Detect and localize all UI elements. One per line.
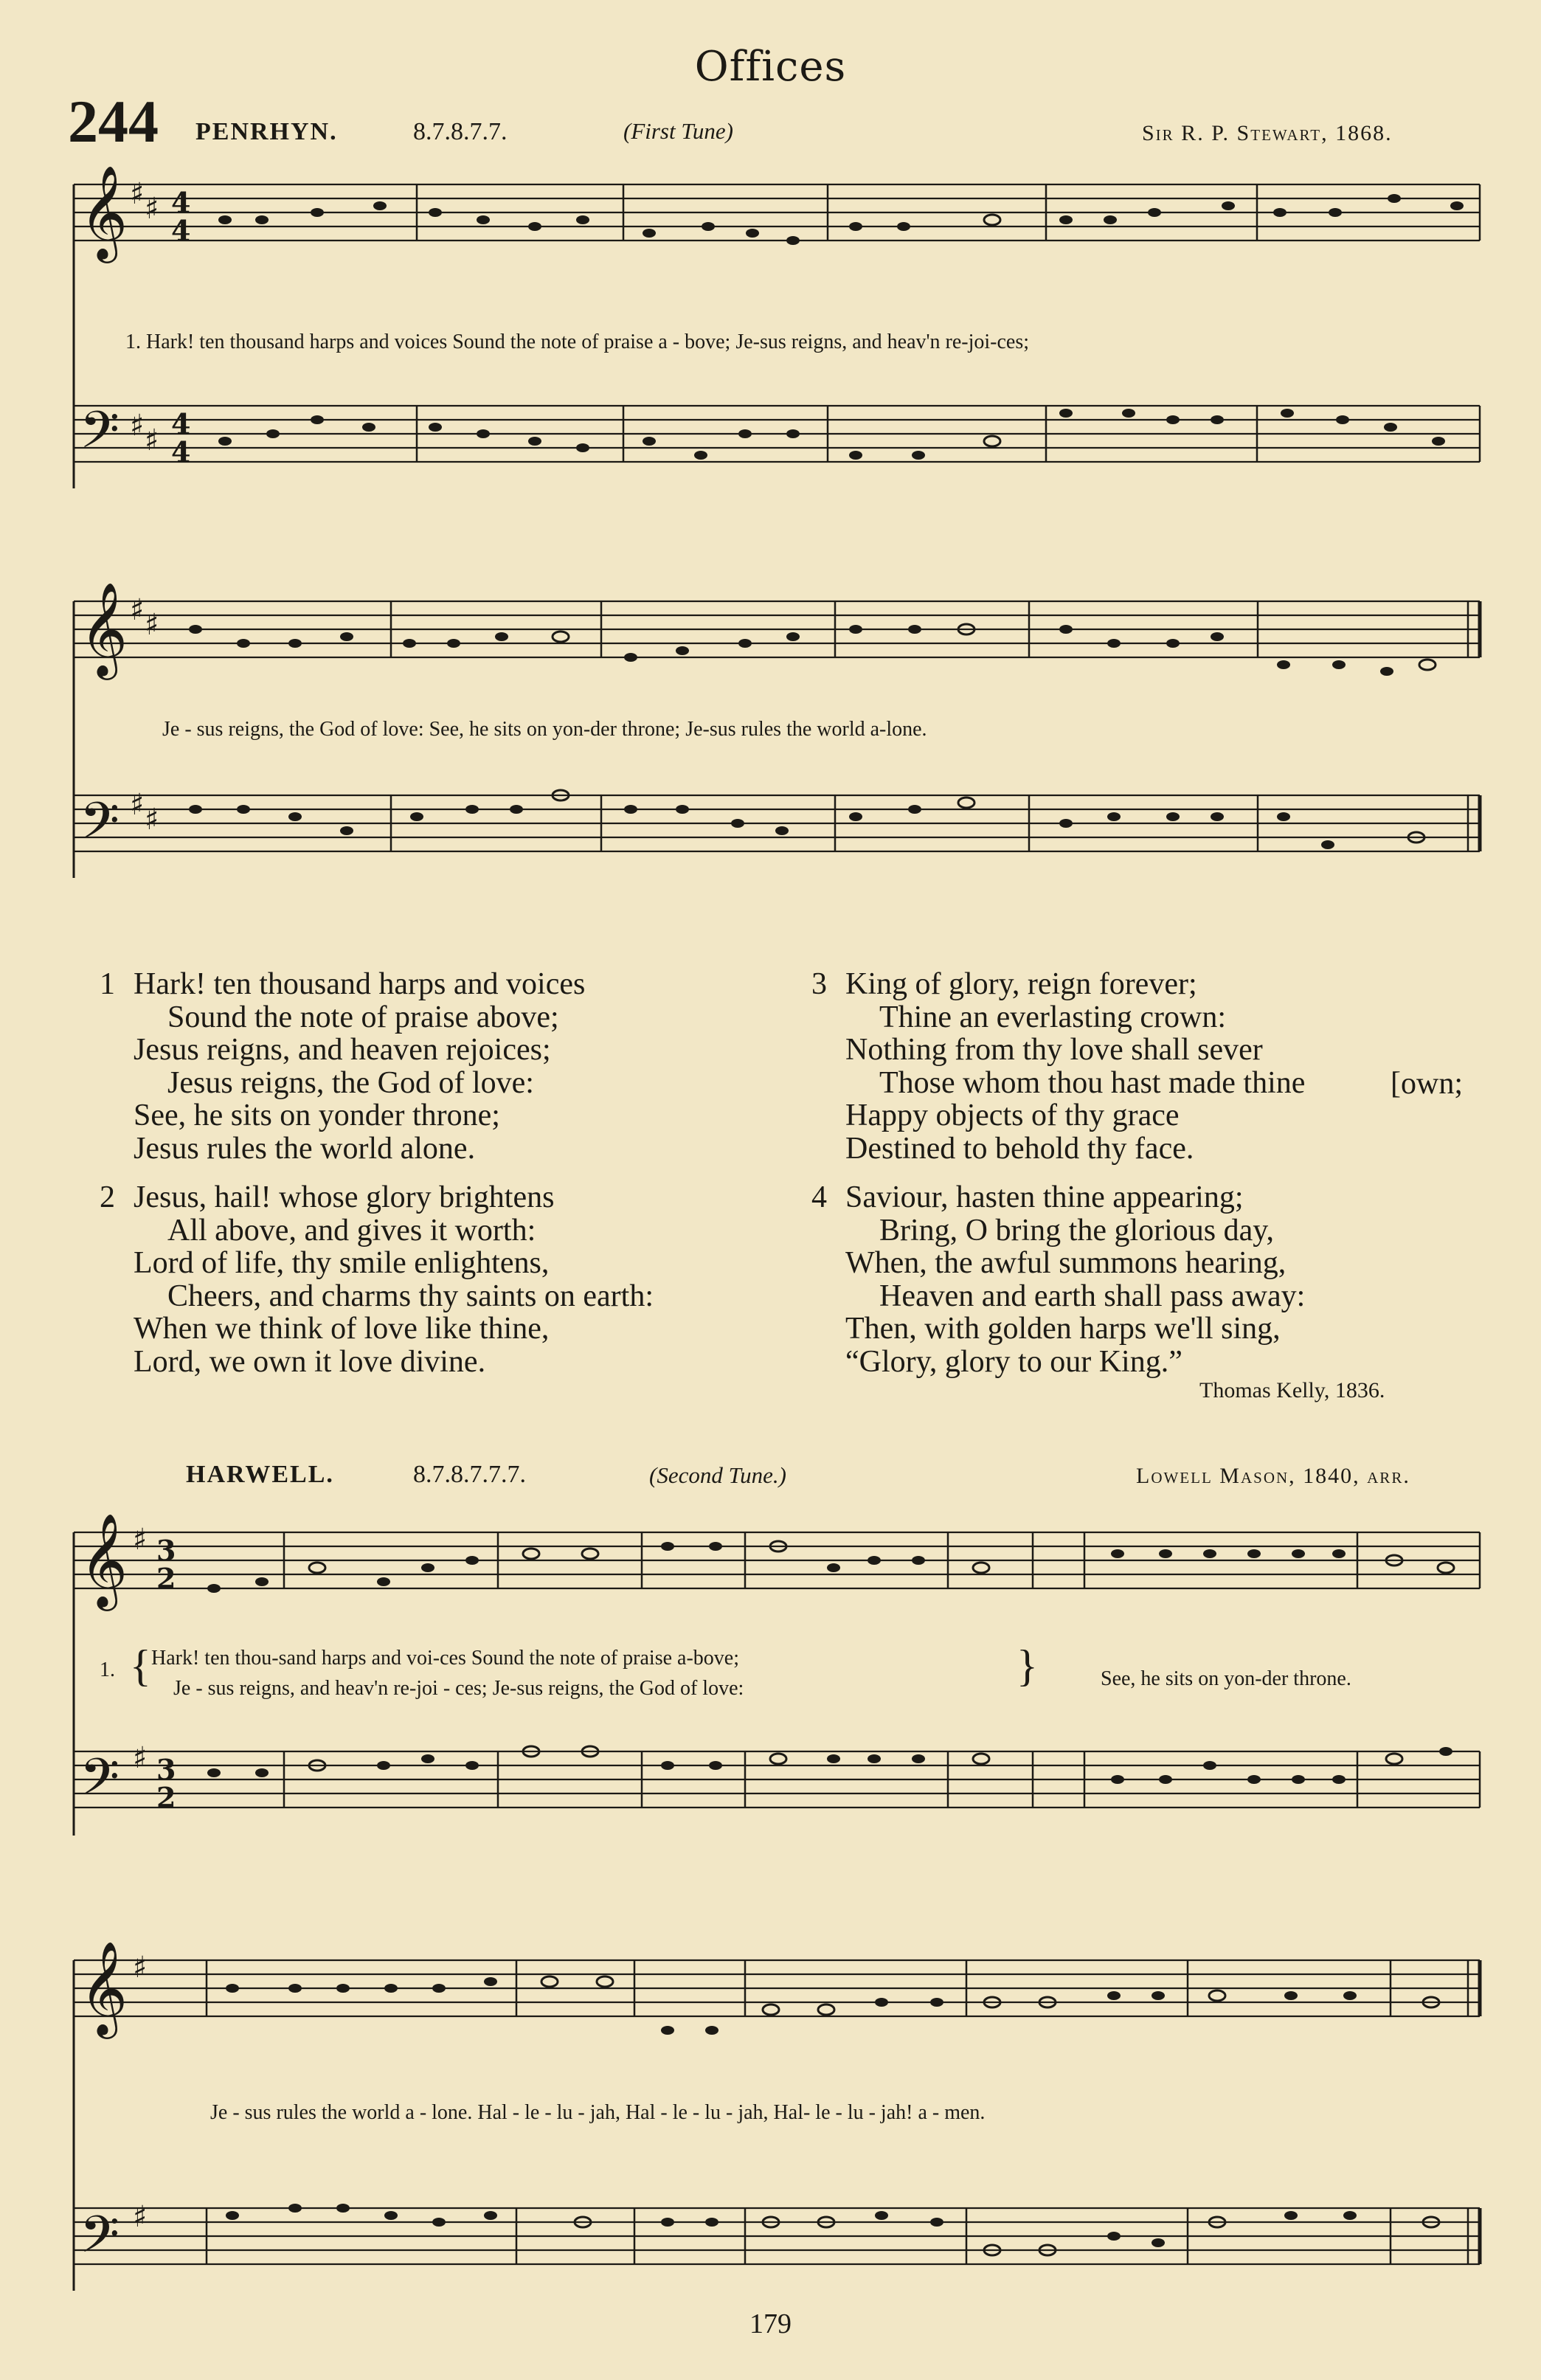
verses-right [811,968,1305,1378]
verse-1-line-1: 1 Hark! ten thousand harps and voices [100,967,586,1001]
svg-text:𝄢: 𝄢 [80,400,120,472]
verse-2-line-2: All above, and gives it worth: [167,1213,536,1248]
verse-2-line-4: Cheers, and charms thy saints on earth: [167,1279,654,1313]
svg-text:♯: ♯ [145,608,159,642]
page-number: 179 [749,2308,792,2339]
svg-text:𝄞: 𝄞 [80,1940,128,2035]
verse-4-line-2: Bring, O bring the glorious day, [879,1213,1275,1248]
svg-text:3: 3 [156,1534,176,1567]
svg-text:♯: ♯ [145,192,159,226]
svg-text:4: 4 [171,407,191,440]
second-tune-lyrics-line2: Je - sus rules the world a - lone. Hal - le - lu - jah, Hal - le - lu - jah, Hal- le - lu - jah! a - men. [210,2101,986,2124]
left-brace-icon: { [130,1642,151,1690]
svg-text:𝄢: 𝄢 [80,791,120,863]
verse-3-line-1: 3 King of glory, reign forever; [811,967,1197,1001]
svg-text:4: 4 [171,435,191,468]
verse-1-line-3: Jesus reigns, and heaven rejoices; [134,1033,551,1067]
svg-text:♯: ♯ [145,423,159,457]
svg-text:♯: ♯ [133,1523,148,1557]
verse-4-line-6: “Glory, glory to our King.” [845,1344,1182,1379]
second-tune-lyrics-c: See, he sits on yon-der throne. [1101,1667,1351,1690]
svg-text:♯: ♯ [130,593,145,627]
verse-2-line-1: 2 Jesus, hail! whose glory brightens [100,1180,555,1214]
second-tune-label: (Second Tune.) [649,1462,786,1488]
svg-text:2: 2 [156,1562,176,1595]
verse-4-line-1: 4 Saviour, hasten thine appearing; [811,1180,1244,1214]
svg-text:♯: ♯ [130,409,145,443]
svg-text:𝄢: 𝄢 [80,1747,120,1819]
verse-1-line-6: Jesus rules the world alone. [134,1131,476,1166]
verse-1-line-2: Sound the note of praise above; [167,1000,559,1034]
hymn-author: Thomas Kelly, 1836. [1199,1378,1385,1402]
verse-1-line-5: See, he sits on yonder throne; [134,1099,500,1132]
svg-text:♯: ♯ [133,1951,148,1985]
first-tune-name: PENRHYN. [195,118,338,145]
second-tune-verse-mark: 1. [100,1658,115,1681]
svg-text:𝄢: 𝄢 [80,2204,120,2277]
verses-left [100,968,654,1378]
verse-4-line-4: Heaven and earth shall pass away: [879,1279,1306,1313]
verse-3-line-4: Those whom thou hast made thine [879,1065,1306,1100]
svg-text:𝄞: 𝄞 [80,1512,128,1607]
svg-text:♯: ♯ [133,2200,148,2234]
svg-text:♯: ♯ [145,803,159,837]
svg-text:𝄞: 𝄞 [80,165,128,259]
right-brace-icon: } [1017,1642,1038,1690]
svg-text:4: 4 [171,214,191,247]
svg-text:♯: ♯ [130,177,145,211]
verse-3-overflow-word: [own; [1391,1067,1463,1101]
verse-3-line-5: Happy objects of thy grace [845,1099,1180,1132]
verse-1-line-4: Jesus reigns, the God of love: [167,1065,534,1100]
verse-3-line-3: Nothing from thy love shall sever [845,1033,1263,1067]
second-tune-lyrics-a: Hark! ten thou-sand harps and voi-ces Sound the note of praise a-bove; [151,1647,739,1670]
svg-text:3: 3 [156,1753,176,1786]
verse-4-line-3: When, the awful summons hearing, [845,1246,1287,1280]
first-tune-label: (First Tune) [623,118,733,144]
section-title: Offices [694,43,847,91]
svg-text:2: 2 [156,1781,176,1814]
hymn-number: 244 [68,88,159,155]
svg-text:𝄞: 𝄞 [80,581,128,676]
second-tune-meter: 8.7.8.7.7.7. [413,1461,526,1488]
second-tune-composer: Lowell Mason, 1840, arr. [1136,1464,1410,1488]
svg-text:4: 4 [171,186,191,219]
verse-2-line-5: When we think of love like thine, [134,1312,550,1346]
verse-3-line-2: Thine an everlasting crown: [879,1000,1226,1034]
first-tune-meter: 8.7.8.7.7. [413,118,508,145]
verse-4-line-5: Then, with golden harps we'll sing, [845,1312,1281,1346]
verse-3-line-6: Destined to behold thy face. [845,1131,1194,1166]
first-tune-composer: Sir R. P. Stewart, 1868. [1142,121,1393,145]
second-tune-lyrics-b: Je - sus reigns, and heav'n re-joi - ces; Je-sus reigns, the God of love: [173,1677,744,1700]
verse-2-line-6: Lord, we own it love divine. [134,1344,486,1379]
second-tune-name: HARWELL. [186,1461,334,1488]
first-tune-lyrics-line2: Je - sus reigns, the God of love: See, he sits on yon-der throne; Je-sus rules the world a-lone. [162,718,927,741]
first-tune-lyrics-line1: 1. Hark! ten thousand harps and voices Sound the note of praise a - bove; Je-sus reigns, and heav'n re-joi-ces; [125,331,1030,353]
verse-2-line-3: Lord of life, thy smile enlightens, [134,1246,550,1280]
svg-text:♯: ♯ [130,788,145,822]
svg-text:♯: ♯ [133,1741,148,1775]
